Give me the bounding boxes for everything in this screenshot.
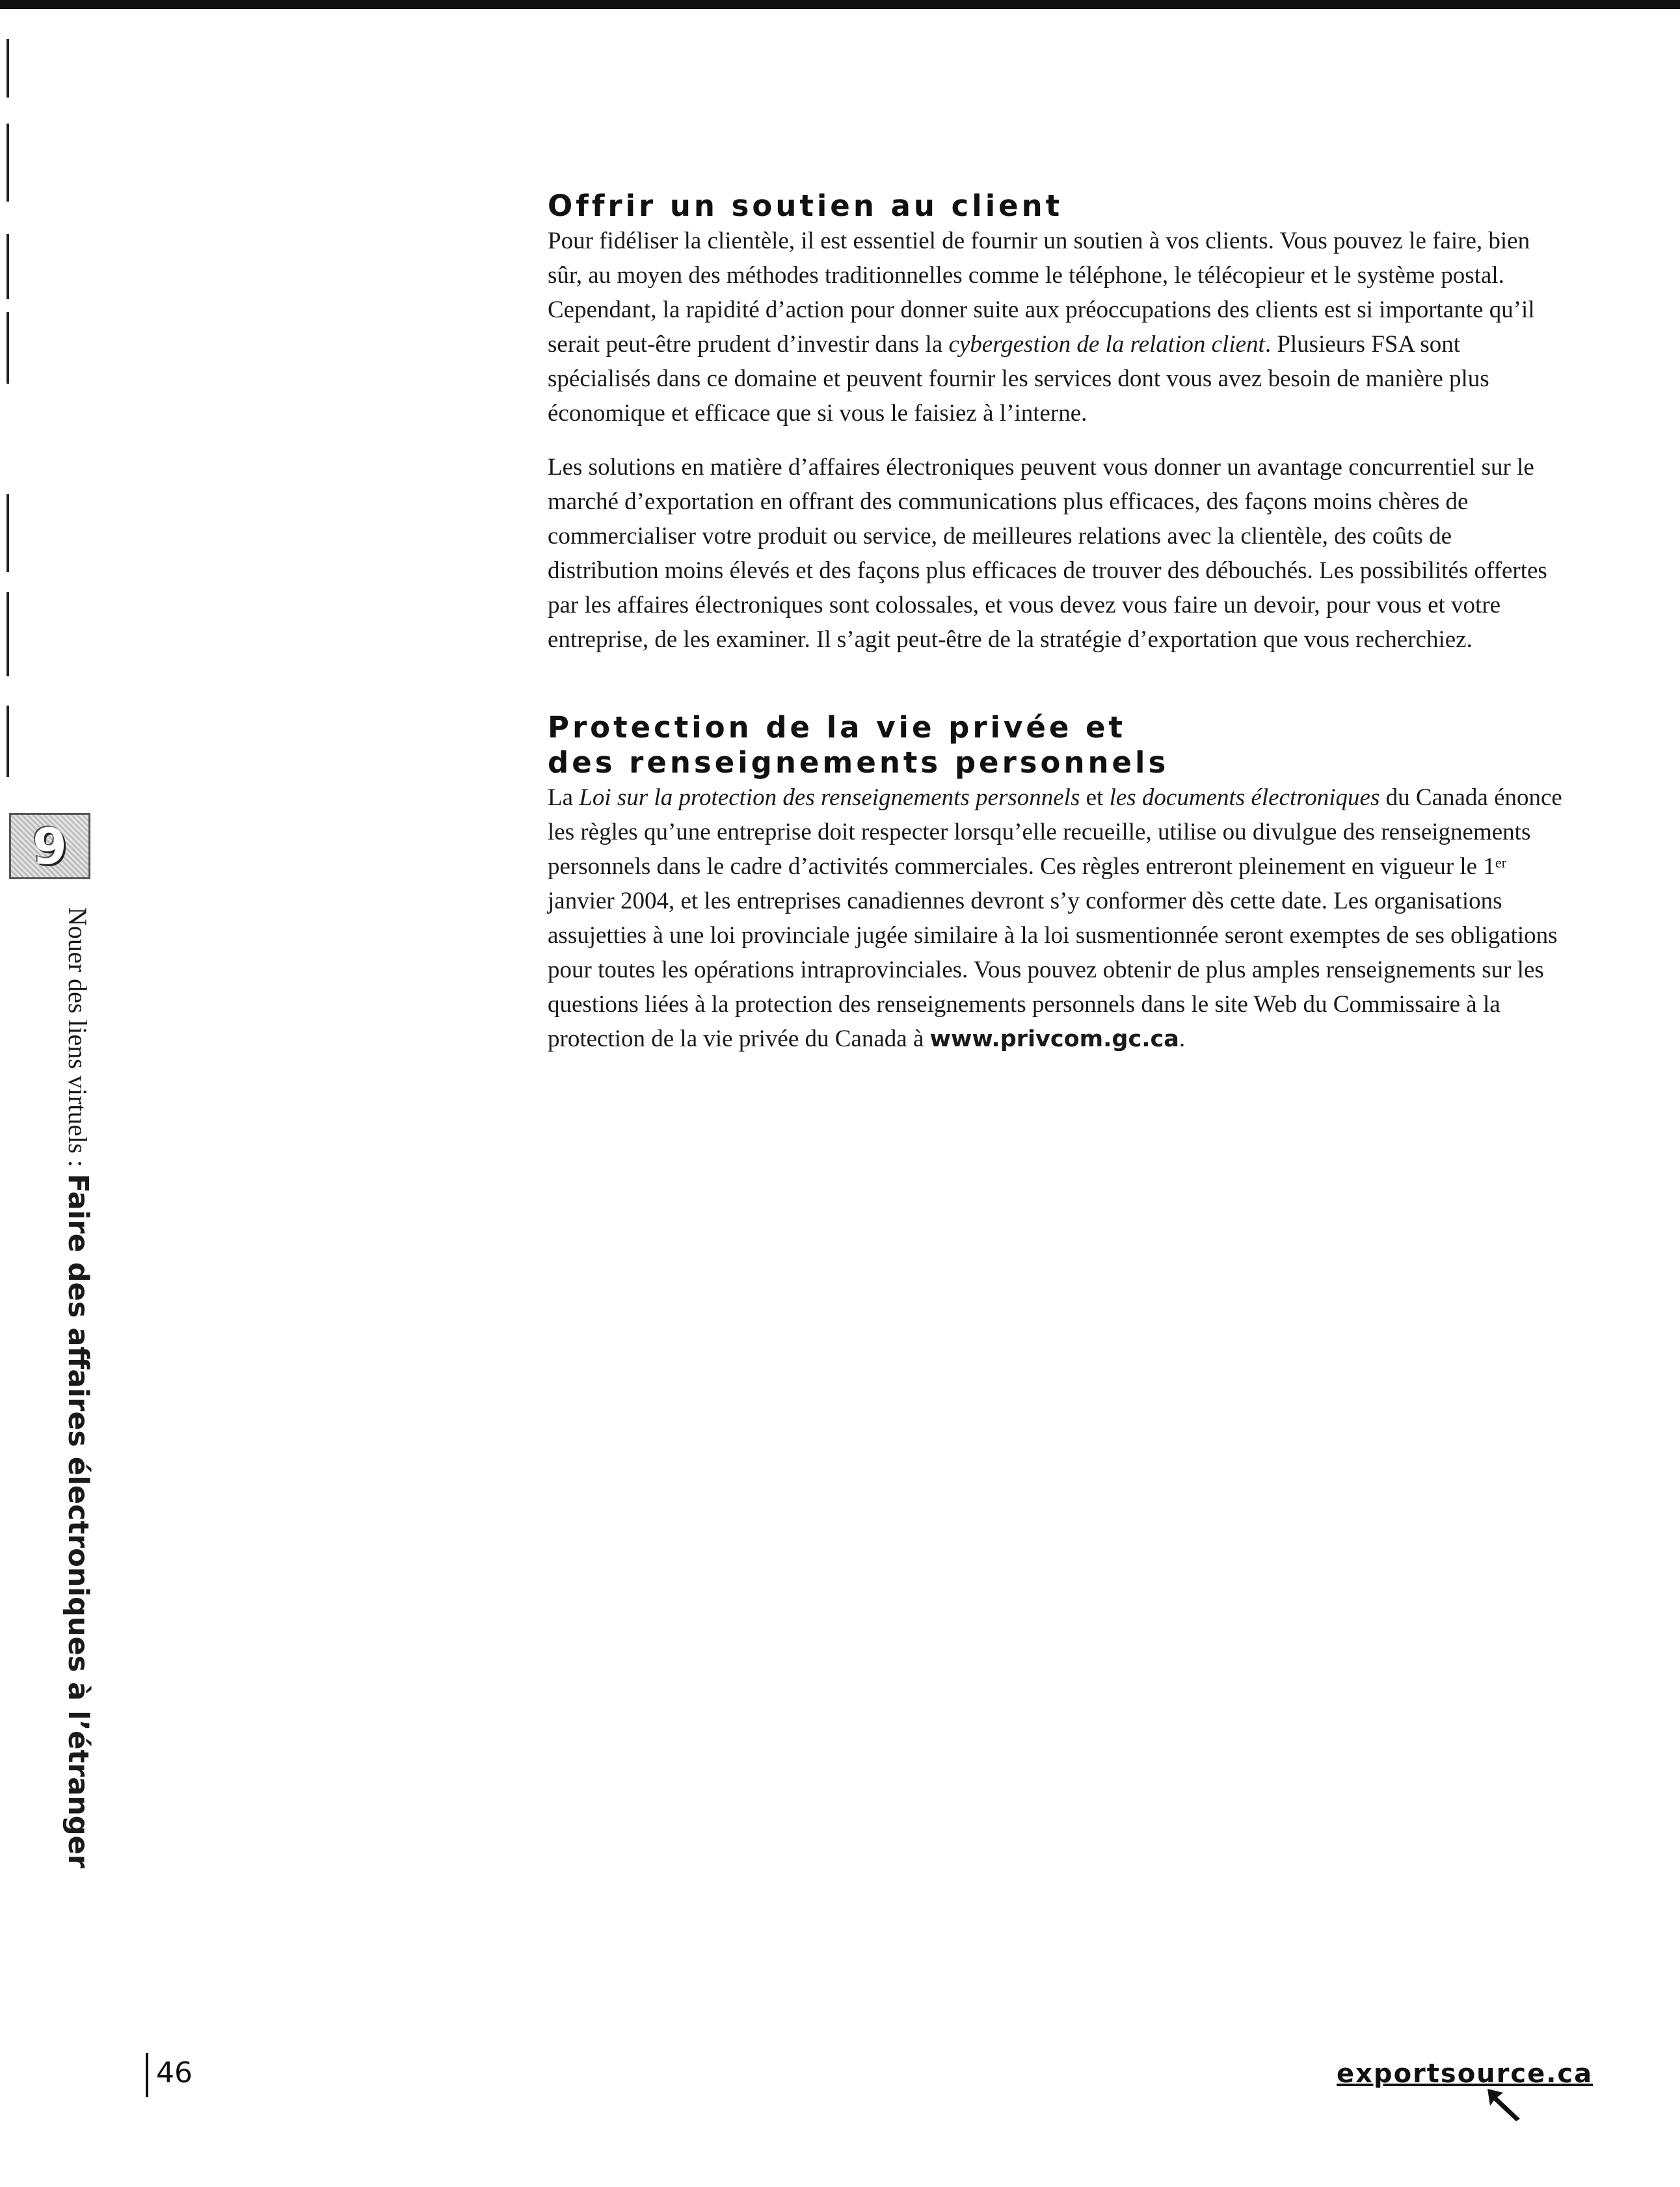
footer-site-link[interactable]: exportsource.ca <box>1337 2059 1593 2089</box>
law-title: les documents électroniques <box>1109 784 1380 811</box>
text-run: La <box>548 784 580 811</box>
scan-edge-mark <box>7 592 9 676</box>
section-heading: Offrir un soutien au client <box>548 189 1063 223</box>
chapter-title-main: Faire des affaires électroniques à l’étranger <box>62 1173 94 1869</box>
chapter-badge <box>9 813 90 879</box>
paragraph <box>548 224 1566 431</box>
text-run: du Canada énonce les règles qu’une entreprise doit respecter lorsqu’elle recueille, utilise ou divulgue des renseignements personnels dans le cadre d’activités commerciales. Ces règles entreront pleinement en vigueur le 1 <box>548 784 1562 880</box>
text-run: Pour fidéliser la clientèle, il est essentiel de fournir un soutien à vos clients. Vous pouvez le faire, bien sûr, au moyen des méthodes traditionnelles comme le téléphone, le télécopieur et le système postal. Cependant, la rapidité d’action pour donner suite aux préoccupations des clients est si importante qu’il serait peut-être prudent d’investir dans la <box>548 228 1535 358</box>
scan-edge-mark <box>7 39 9 98</box>
scan-edge-mark <box>7 494 9 572</box>
running-chapter-title <box>61 907 94 1868</box>
scan-edge-mark <box>7 124 9 202</box>
emphasis-term: cybergestion de la relation client <box>948 331 1265 358</box>
heading-line: Protection de la vie privée et <box>548 710 1127 745</box>
chapter-title-prefix: Nouer des liens virtuels : <box>63 907 92 1174</box>
page-number: 46 <box>156 2056 193 2089</box>
text-run: janvier 2004, et les entreprises canadiennes devront s’y conformer dès cette date. Les organisations assujetties à une loi provinciale jugée similaire à la loi susmentionnée seront exemptes de ses obligations pour toutes les opérations intraprovinciales. Vous pouvez obtenir de plus amples renseignements sur les questions liées à la protection des renseignements personnels dans le site Web du Commissaire à la protection de la vie privée du Canada à <box>548 888 1558 1052</box>
ordinal-suffix: er <box>1495 855 1506 871</box>
section-privacy <box>548 710 1566 1057</box>
page-number-bar <box>146 2053 148 2097</box>
text-run: . <box>1179 1026 1186 1052</box>
section-customer-support <box>548 189 1566 657</box>
scan-edge-mark <box>7 234 9 299</box>
text-run: . Plusieurs FSA sont spécialisés dans ce domaine et peuvent fournir les services dont vous avez besoin de manière plus économique et efficace que si vous le faisiez à l’interne. <box>548 331 1489 427</box>
paragraph: Les solutions en matière d’affaires électroniques peuvent vous donner un avantage concurrentiel sur le marché d’exportation en offrant des communications plus efficaces, des façons moins chères de commercialiser votre produit ou service, de meilleures relations avec la clientèle, des coûts de distribution moins élevés et des façons plus efficaces de trouver des débouchés. Les possibilités offertes par les affaires électroniques sont colossales, et vous devez vous faire un devoir, pour vous et votre entreprise, de les examiner. Il s’agit peut-être de la stratégie d’exportation que vous recherchiez. <box>548 454 1547 653</box>
scan-edge-mark <box>7 706 9 777</box>
text-run: et <box>1080 784 1110 811</box>
law-title: Loi sur la protection des renseignements personnels <box>579 784 1080 811</box>
scan-edge-mark <box>7 312 9 384</box>
paragraph <box>548 780 1566 1057</box>
top-border <box>0 0 1680 9</box>
privcom-link[interactable]: www.privcom.gc.ca <box>929 1026 1179 1052</box>
heading-line: des renseignements personnels <box>548 745 1169 780</box>
section-heading <box>548 710 1566 780</box>
chapter-number: 9 <box>33 817 67 875</box>
arrow-cursor-icon <box>1486 2088 1523 2121</box>
main-content <box>548 189 1566 1057</box>
